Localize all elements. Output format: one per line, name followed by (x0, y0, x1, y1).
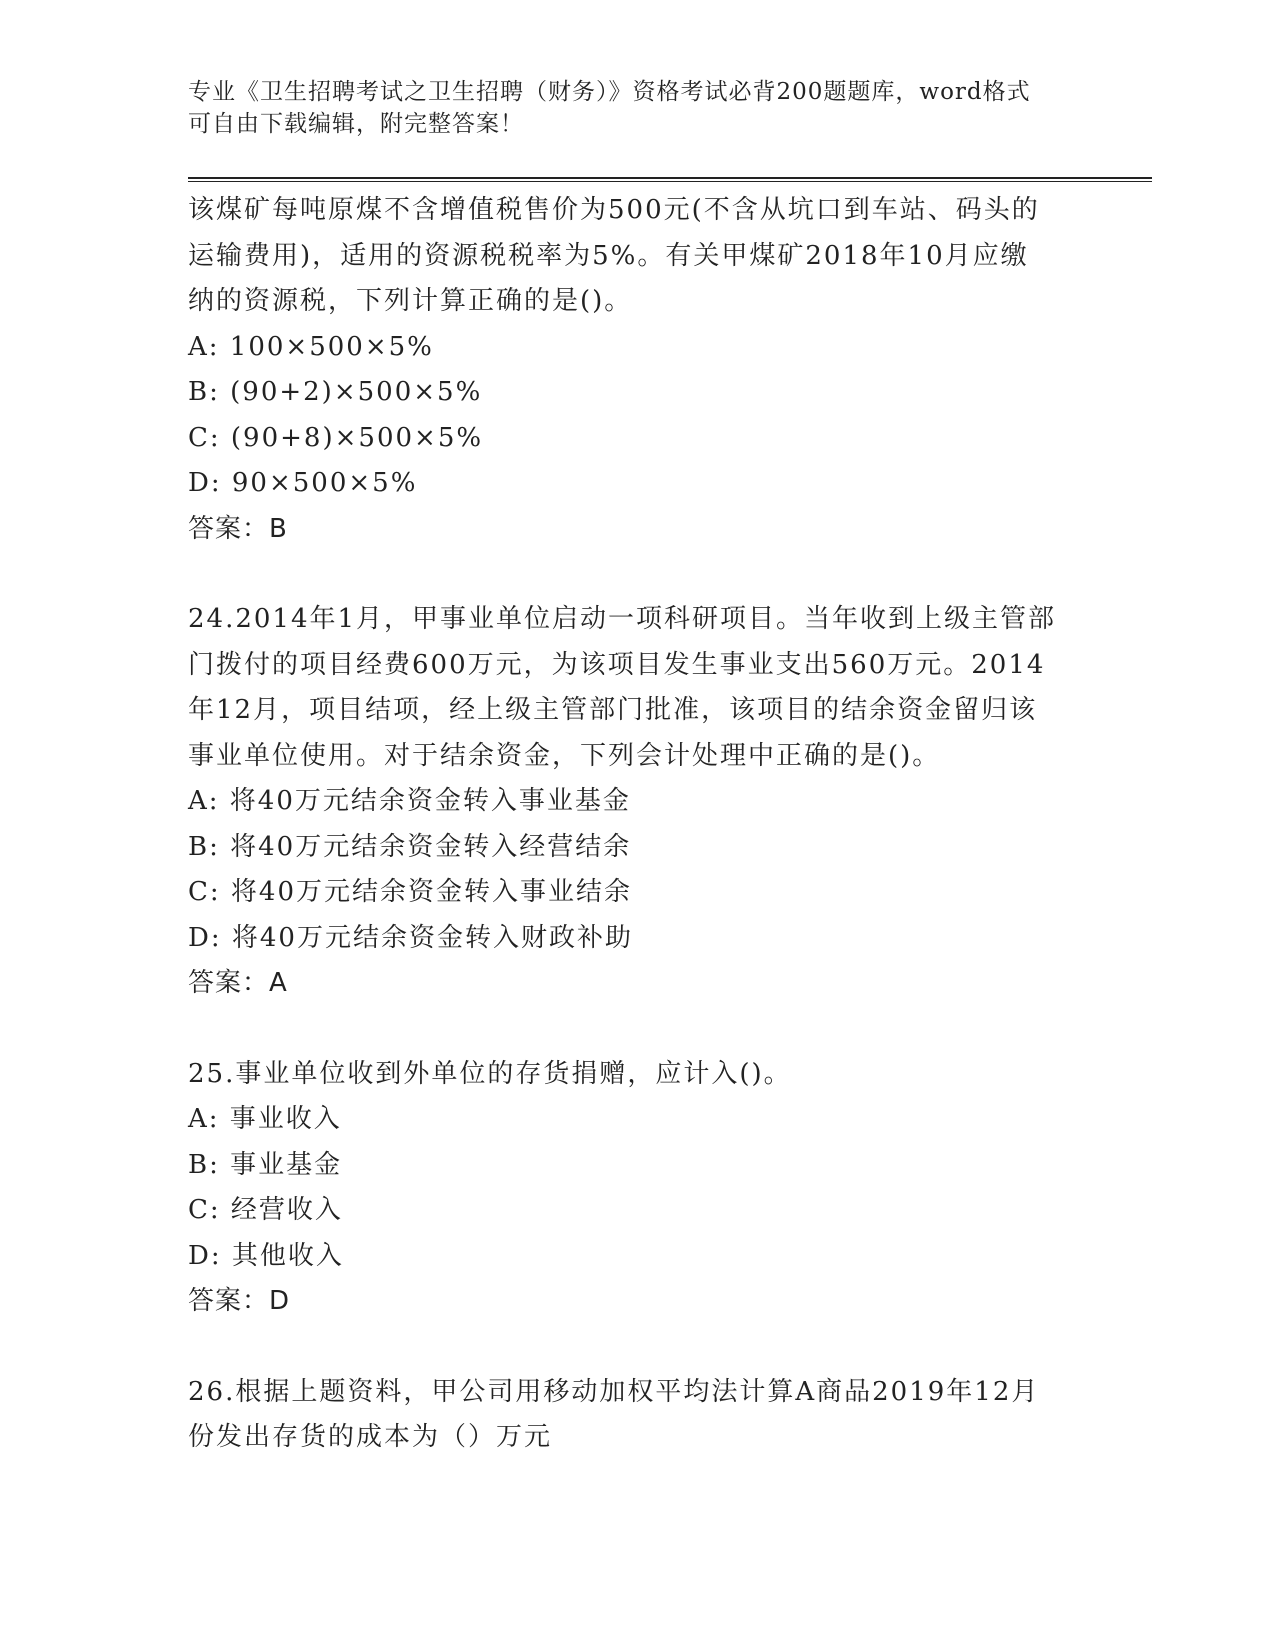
question-stem-line: 事业单位使用。对于结余资金，下列会计处理中正确的是()。 (188, 740, 941, 771)
question-25 (188, 1052, 1088, 1325)
question-26 (188, 1370, 1088, 1461)
option-b: B: 将40万元结余资金转入经营结余 (188, 831, 632, 862)
question-stem-line: 24.2014年1月，甲事业单位启动一项科研项目。当年收到上级主管部 (188, 604, 1057, 634)
option-d: D: 90×500×5% (188, 468, 418, 498)
header-line-1: 专业《卫生招聘考试之卫生招聘（财务）》资格考试必背200题题库，word格式 (188, 79, 1031, 105)
question-stem-line: 份发出存货的成本为（）万元 (188, 1422, 553, 1452)
question-stem-line: 纳的资源税，下列计算正确的是()。 (188, 286, 633, 316)
question-stem-line: 年12月，项目结项，经上级主管部门批准，该项目的结余资金留归该 (188, 695, 1038, 725)
question-23 (188, 188, 1088, 552)
option-a: A: 事业收入 (188, 1104, 342, 1134)
spacer (188, 1007, 1088, 1052)
question-stem-line: 26.根据上题资料，甲公司用移动加权平均法计算A商品2019年12月 (188, 1376, 1040, 1407)
question-stem-line: 运输费用)，适用的资源税税率为5%。有关甲煤矿2018年10月应缴 (188, 240, 1029, 271)
spacer (188, 1325, 1088, 1370)
answer-line: 答案：B (188, 513, 288, 544)
option-b: B: (90+2)×500×5% (188, 377, 483, 407)
answer-line: 答案：A (188, 968, 288, 998)
option-a: A: 100×500×5% (188, 331, 434, 362)
question-stem-line: 门拨付的项目经费600万元，为该项目发生事业支出560万元。2014 (188, 649, 1046, 680)
option-c: C: (90+8)×500×5% (188, 422, 484, 453)
option-a: A: 将40万元结余资金转入事业基金 (188, 786, 631, 816)
question-stem-line: 25.事业单位收到外单位的存货捐赠，应计入()。 (188, 1058, 792, 1089)
question-content (188, 188, 1088, 1461)
spacer (188, 552, 1088, 597)
header-divider (188, 177, 1152, 182)
question-stem-line: 该煤矿每吨原煤不含增值税售价为500元(不含从坑口到车站、码头的 (188, 195, 1040, 225)
option-d: D: 将40万元结余资金转入财政补助 (188, 922, 633, 953)
option-b: B: 事业基金 (188, 1149, 343, 1180)
option-d: D: 其他收入 (188, 1240, 344, 1271)
option-c: C: 经营收入 (188, 1195, 343, 1225)
header-line-2: 可自由下载编辑，附完整答案！ (188, 111, 524, 137)
answer-line: 答案：D (188, 1286, 291, 1316)
document-header (188, 76, 1088, 140)
option-c: C: 将40万元结余资金转入事业结余 (188, 877, 633, 907)
question-24 (188, 597, 1088, 1007)
